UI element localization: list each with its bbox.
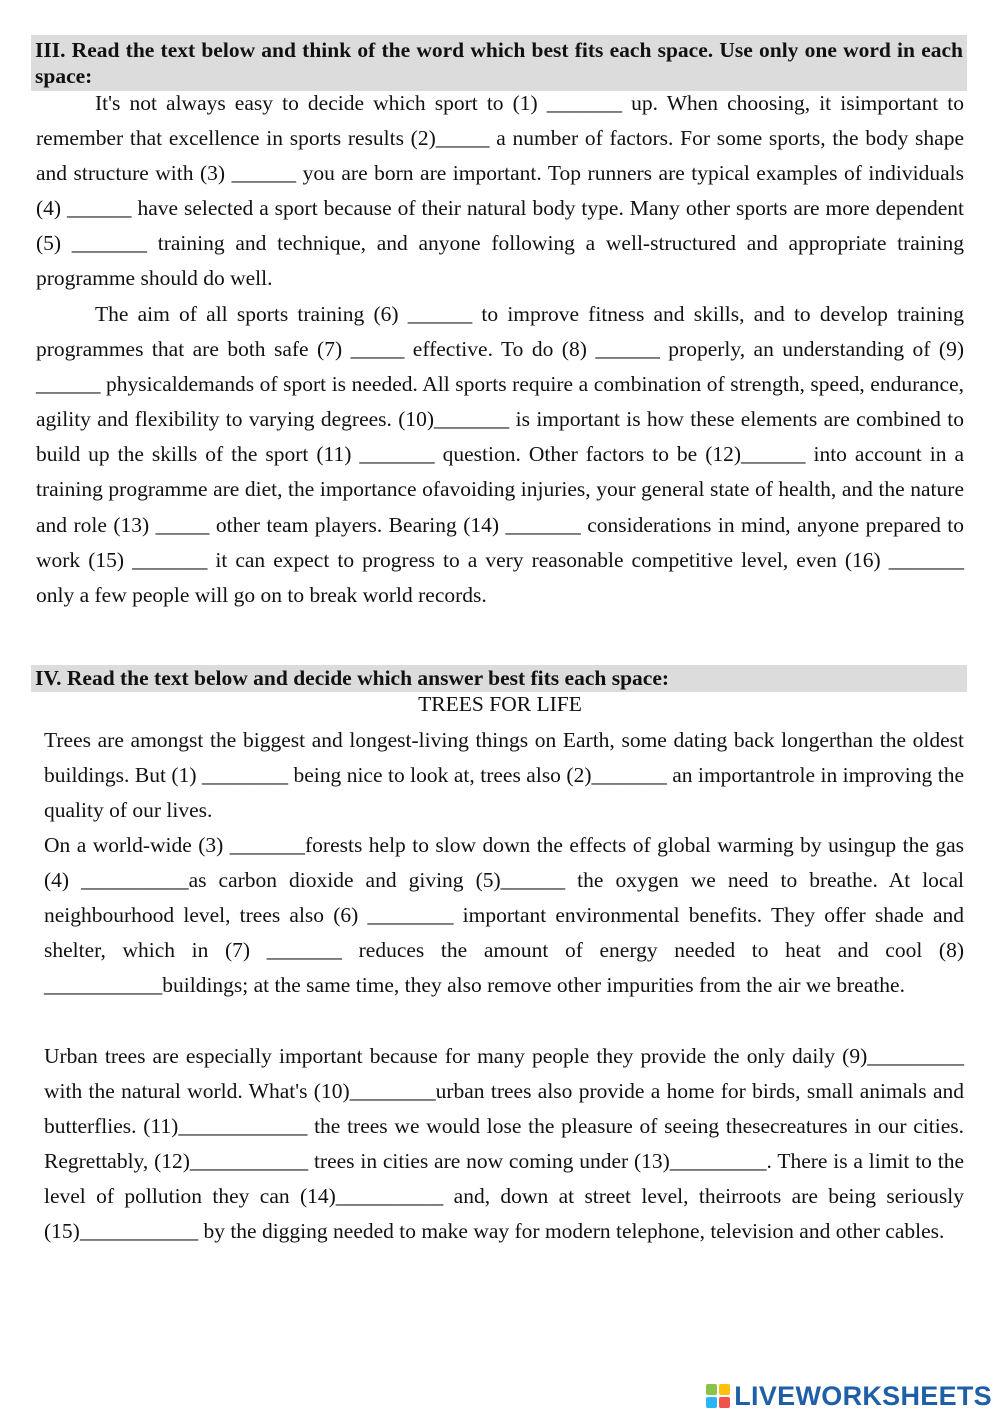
liveworksheets-logo	[706, 1381, 992, 1411]
section-4-paragraph-3: Urban trees are especially important because for many people they provide the only daily (9)_________ with the natural world. What's (10)________urban trees also provide a home for birds, small animals and butterflies. (11)____________ the trees we would lose the pleasure of seeing thesecreatures in our cities. Regrettably, (12)___________ trees in cities are now coming under (13)_________. There is a limit to the level of pollution they can (14)__________ and, down at street level, theirroots are being seriously (15)___________ by the digging needed to make way for modern telephone, television and other cables.	[44, 1044, 964, 1244]
section-4-paragraph-1: Trees are amongst the biggest and longest-living things on Earth, some dating back longerthan the oldest buildings. But (1) ________ being nice to look at, trees also (2)_______ an importantrole in improving the quality of our lives.	[44, 728, 964, 823]
section-4-heading: IV. Read the text below and decide which answer best fits each space:	[31, 665, 967, 692]
liveworksheets-logo-icon	[706, 1384, 730, 1408]
passage-title: TREES FOR LIFE	[418, 692, 582, 716]
section-3-paragraph-2: The aim of all sports training (6) ______ to improve fitness and skills, and to develop training programmes that are both safe (7) _____ effective. To do (8) ______ properly, an understanding of (9) ______ physicaldemands of sport is needed. All sports require a combination of strength, speed, endurance, agility and flexibility to varying degrees. (10)_______ is important is how these elements are combined to build up the skills of the sport (11) _______ question. Other factors to be (12)______ into account in a training programme are diet, the importance ofavoiding injuries, your general state of health, and the nature and role (13) _____ other team players. Bearing (14) _______ considerations in mind, anyone prepared to work (15) _______ it can expect to progress to a very reasonable competitive level, even (16) _______ only a few people will go on to break world records.	[36, 302, 964, 607]
section-3-heading: III. Read the text below and think of the word which best fits each space. Use only one word in each space:	[31, 35, 967, 91]
section-4-paragraph-2: On a world-wide (3) _______forests help to slow down the effects of global warming by usingup the gas (4) __________as carbon dioxide and giving (5)______ the oxygen we need to breathe. At local neighbourhood level, trees also (6) ________ important environmental benefits. They offer shade and shelter, which in (7) _______ reduces the amount of energy needed to heat and cool (8) ___________buildings; at the same time, they also remove other impurities from the air we breathe.	[44, 833, 964, 998]
logo-text: LIVEWORKSHEETS	[734, 1380, 992, 1411]
section-3-paragraph-1: It's not always easy to decide which sport to (1) _______ up. When choosing, it isimportant to remember that excellence in sports results (2)_____ a number of factors. For some sports, the body shape and structure with (3) ______ you are born are important. Top runners are typical examples of individuals (4) ______ have selected a sport because of their natural body type. Many other sports are more dependent (5) _______ training and technique, and anyone following a well-structured and appropriate training programme should do well.	[36, 91, 964, 291]
